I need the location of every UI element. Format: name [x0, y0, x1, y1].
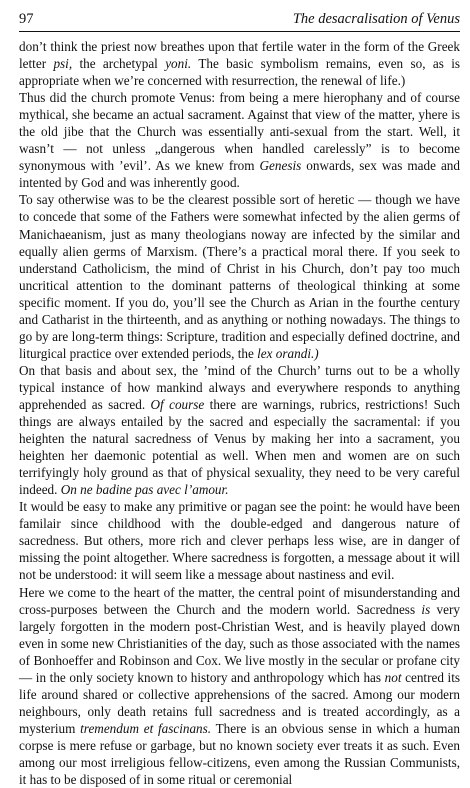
text-run: very largely forgotten in the modern post-Christian West, and is heavily played down even in some new Christianities of the day, such as those associated with the names of Bonhoeffer and Robinson and Cox. We live mostly in the secular or profane city — in the only society known to history and anthropology which has — [19, 602, 460, 685]
text-run: centred its life around shared or collective apprehensions of the sacred. Among our modern neighbours, only death retains full sacredness and is treated accordingly, as a mysterium — [19, 670, 460, 736]
italic-text: is — [421, 602, 430, 617]
text-run: It would be easy to make any primitive or pagan see the point: he would have been familair since childhood with the double-edged and dangerous nature of sacredness. But others, more rich and clever perhaps less wise, are in danger of missing the point altogether. Where sacredness is forgotten, a message about it will not be understood: it will seem like a message about nastiness and evil. — [19, 499, 460, 582]
text-run: there are warnings, rubrics, restrictions! Such things are always entailed by the sacred and especially the sacramental: if you heighten the natural sacredness of Venus by making her into a sacrament, you heighten her daemonic potential as well. When men and women are on such terrifyingly holy ground as that of physical sexuality, they need to be very careful indeed. — [19, 397, 460, 497]
italic-text: On ne badine pas avec l’amour. — [61, 482, 229, 497]
paragraph — [19, 38, 460, 89]
text-run: the archetypal — [72, 56, 165, 71]
italic-text: Of course — [151, 397, 205, 412]
italic-text: yoni. — [165, 56, 191, 71]
italic-text: Genesis — [260, 158, 302, 173]
text-run: Here we come to the heart of the matter, the central point of misunderstanding and cross-purposes between the Church and the modern world. Sacredness — [19, 585, 460, 617]
text-run: Thus did the church promote Venus: from being a mere hierophany and of course mythical, she became an actual sacrament. Against that view of the matter, yhere is the old jibe that the Church was essentially anti-sexual from the start. Well, it wasn’t — not unless „dangerous when handled carelessly” is to become synonymous with ’evil’. As we knew from — [19, 90, 460, 173]
italic-text: not — [385, 670, 402, 685]
paragraph — [19, 89, 460, 191]
body-text — [19, 38, 460, 788]
text-run: The basic symbolism remains, even so, as is appropriate when we’re concerned with resurrection, the renewal of life.) — [19, 56, 460, 88]
page-number: 97 — [19, 10, 34, 28]
paragraph — [19, 498, 460, 583]
text-run: There is an obvious sense in which a human corpse is mere refuse or garbage, but no known society ever treats it as such. Even among our most irreligious fellow-citizens, even among the Russian Communists, it has to be disposed of in some ritual or ceremonial — [19, 721, 460, 787]
paragraph — [19, 191, 460, 361]
text-run: don’t think the priest now breathes upon that fertile water in the form of the Greek letter — [19, 39, 460, 71]
italic-text: tremendum et fascinans. — [80, 721, 211, 736]
paragraph — [19, 584, 460, 788]
text-run: On that basis and about sex, the ’mind of the Church’ turns out to be a wholly typical instance of how mankind always and everywhere responds to anything apprehended as sacred. — [19, 363, 460, 412]
text-run: onwards, sex was made and intented by God and was inherently good. — [19, 158, 460, 190]
running-title: The desacralisation of Venus — [293, 10, 460, 28]
running-header — [19, 10, 460, 32]
italic-text: lex orandi.) — [257, 346, 319, 361]
text-run: To say otherwise was to be the clearest possible sort of heretic — though we have to concede that some of the Fathers were somewhat infected by the alien germs of Manichaeanism, just as many theologians noway are infected by the similar and equally alien germs of Marxism. (There’s a practical moral there. If you seek to understand Catholicism, the mind of Christ in his Church, don’t pay too much uncritical attention to the dominant patterns of theological thinking at some specific moment. If you do, you’ll see the Church as Arian in the fourthe century and Catharist in the thirteenth, and as anything or nothing nowadays. The things to go by are long-term things: Scripture, tradition and especially defined doctrine, and liturgical practice over extended periods, the — [19, 192, 460, 360]
italic-text: psi, — [53, 56, 72, 71]
paragraph — [19, 362, 460, 498]
